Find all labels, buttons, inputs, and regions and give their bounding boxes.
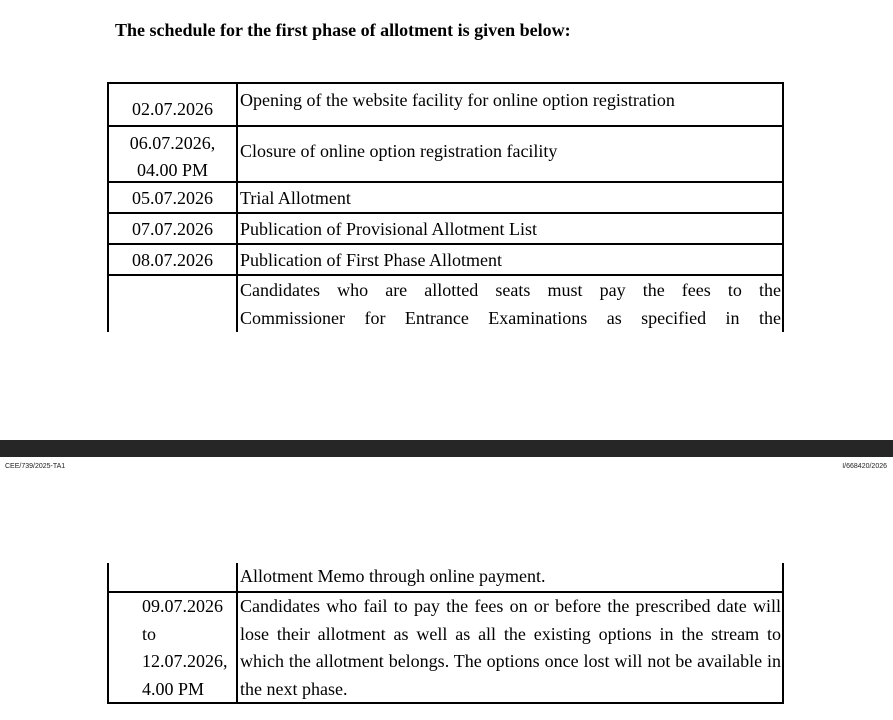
date-cell <box>109 593 238 702</box>
event-cell: Publication of Provisional Allotment List <box>240 219 537 239</box>
table-row <box>109 183 782 214</box>
table-row <box>109 593 782 702</box>
date-cell: 02.07.2026 <box>109 84 238 125</box>
event-line: Candidates who are allotted seats must pay the fees to the <box>240 280 781 300</box>
event-cell: Publication of First Phase Allotment <box>240 250 502 270</box>
table-row <box>109 127 782 183</box>
date-cell-empty <box>109 276 238 332</box>
time-line: 04.00 PM <box>136 160 208 180</box>
date-cell: 08.07.2026 <box>109 245 238 274</box>
table-row <box>109 84 782 127</box>
time-line: 4.00 PM <box>142 678 205 699</box>
document-reference-left: CEE/739/2025-TA1 <box>5 463 66 470</box>
event-cell <box>238 276 782 332</box>
date-cell <box>109 127 238 181</box>
event-cell: Allotment Memo through online payment. <box>240 566 546 586</box>
event-cell: Candidates who fail to pay the fees on or before the prescribed date will lose their allotment as well as all the existing options in the stream to which the allotment belongs. The options once lost will not be available in the next phase. <box>240 596 781 699</box>
schedule-heading: The schedule for the first phase of allotment is given below: <box>115 20 571 40</box>
table-row <box>109 563 782 593</box>
date-cell: 05.07.2026 <box>109 183 238 212</box>
date-line: 06.07.2026, <box>129 133 216 153</box>
document-reference-right: I/668420/2026 <box>842 463 887 470</box>
table-row <box>109 276 782 332</box>
date-line: to <box>142 623 157 644</box>
date-cell-empty <box>109 563 238 591</box>
event-cell: Trial Allotment <box>240 188 351 208</box>
table-row <box>109 245 782 276</box>
event-line: Commissioner for Entrance Examinations as specified in the <box>240 308 781 328</box>
schedule-table-part-1 <box>107 82 784 332</box>
schedule-table-part-2 <box>107 563 784 704</box>
date-line: 12.07.2026, <box>142 651 228 671</box>
event-cell: Opening of the website facility for online option registration <box>240 90 675 110</box>
table-row <box>109 214 782 245</box>
page-separator <box>0 440 893 457</box>
date-line: 09.07.2026 <box>142 596 223 616</box>
event-cell: Closure of online option registration facility <box>240 141 558 161</box>
date-cell: 07.07.2026 <box>109 214 238 243</box>
